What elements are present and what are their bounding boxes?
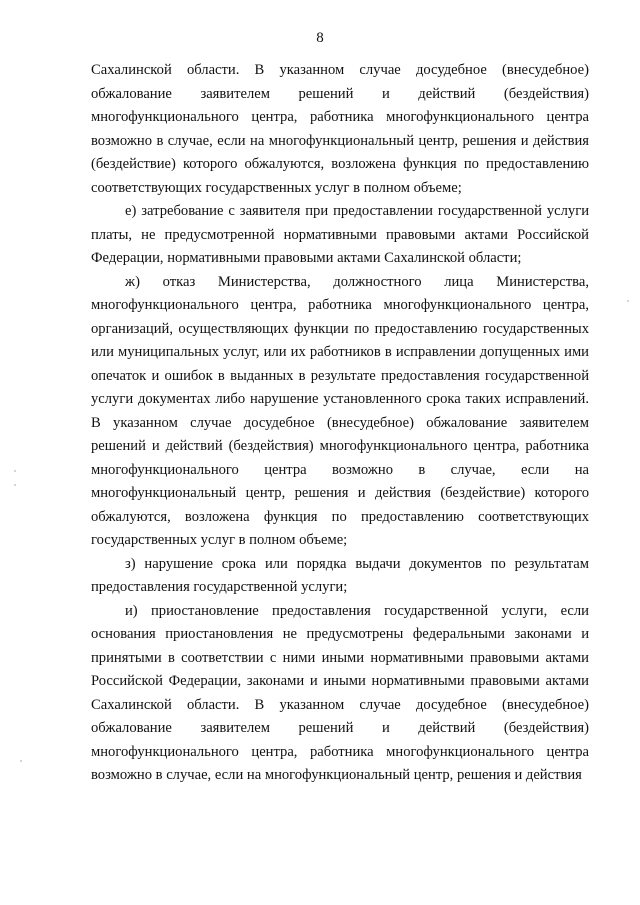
document-body	[91, 59, 589, 788]
paragraph-continuation: Сахалинской области. В указанном случае досудебное (внесудебное) обжалование заявителем решений и действий (бездействия) многофункционального центра, работника многофункционального центра возможно в случае, если на многофункциональный центр, решения и действия (бездействие) которого обжалуются, возложена функция по предоставлению соответствующих государственных услуг в полном объеме;	[91, 62, 589, 196]
paragraph-item-zh: ж) отказ Министерства, должностного лица Министерства, многофункционального центра, работника многофункционального центра, организаций, осуществляющих функции по предоставлению государственных или муниципальных услуг, или их работников в исправлении допущенных ими опечаток и ошибок в выданных в результате предоставления государственной услуги документах либо нарушение установленного срока таких исправлений. В указанном случае досудебное (внесудебное) обжалование заявителем решений и действий (бездействия) многофункционального центра, работника многофункционального центра возможно в случае, если на многофункциональный центр, решения и действия (бездействие) которого обжалуются, возложена функция по предоставлению соответствующих государственных услуг в полном объеме;	[91, 273, 589, 548]
scan-speck	[14, 470, 16, 472]
paragraph-item-i: и) приостановление предоставления государственной услуги, если основания приостановления не предусмотрены федеральными законами и принятыми в соответствии с ними иными нормативными правовыми актами Российской Федерации, законами и иными нормативными правовыми актами Сахалинской области. В указанном случае досудебное (внесудебное) обжалование заявителем решений и действий (бездействия) многофункционального центра, работника многофункционального центра возможно в случае, если на многофункциональный центр, решения и действия	[91, 602, 589, 783]
scan-speck	[20, 760, 22, 762]
scan-speck	[14, 484, 16, 486]
paragraph-item-z: з) нарушение срока или порядка выдачи документов по результатам предоставления государственной услуги;	[91, 555, 589, 595]
paragraph-item-e: е) затребование с заявителя при предоставлении государственной услуги платы, не предусмотренной нормативными правовыми актами Российской Федерации, нормативными правовыми актами Сахалинской области;	[91, 203, 589, 266]
page-number: 8	[316, 30, 324, 46]
scan-speck	[627, 300, 629, 302]
